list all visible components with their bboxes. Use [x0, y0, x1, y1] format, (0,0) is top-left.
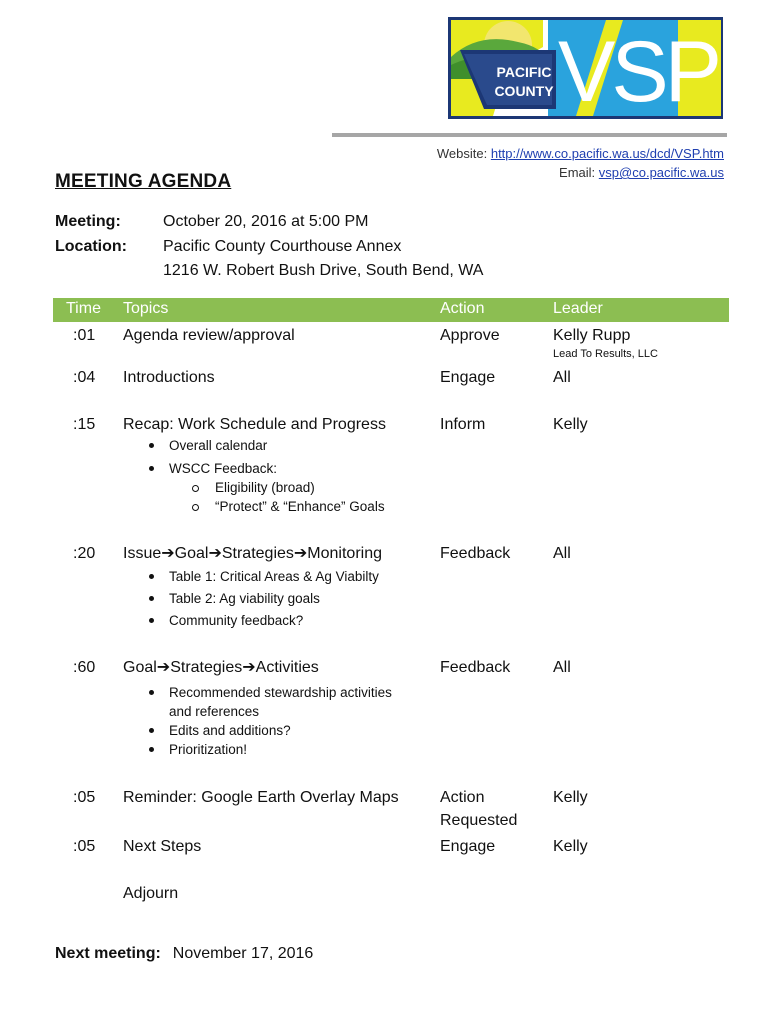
row-leader: All [553, 659, 571, 676]
bullet-item: Table 1: Critical Areas & Ag Viabilty [147, 567, 447, 586]
row-time: :20 [73, 545, 96, 562]
row-time: :01 [73, 327, 96, 344]
location-label: Location: [55, 238, 127, 255]
header-topics: Topics [123, 300, 169, 317]
website-line [437, 144, 724, 163]
row-topic: Reminder: Google Earth Overlay Maps [123, 789, 399, 806]
email-label: Email: [559, 165, 596, 180]
row-topic: Adjourn [123, 885, 179, 902]
bullet-item: Recommended stewardship activities and references [147, 683, 417, 721]
row-topic: Next Steps [123, 838, 202, 855]
sub-bullet-item: Eligibility (broad) [147, 478, 447, 497]
row-time: :05 [73, 838, 96, 855]
bullet-list [147, 436, 447, 516]
bullet-item: Edits and additions? [147, 721, 417, 740]
row-leader: Kelly [553, 838, 588, 855]
row-action: Engage [440, 838, 496, 855]
email-link[interactable]: vsp@co.pacific.wa.us [598, 165, 724, 180]
row-topic: Introductions [123, 369, 215, 386]
bullet-item: Overall calendar [147, 436, 447, 455]
logo-line2: COUNTY [494, 83, 554, 99]
row-leader: Kelly [553, 789, 588, 806]
meeting-value: October 20, 2016 at 5:00 PM [163, 213, 369, 230]
row-topic: Issue➔Goal➔Strategies➔Monitoring [123, 545, 382, 562]
row-time: :60 [73, 659, 96, 676]
meeting-label: Meeting: [55, 213, 121, 230]
row-leader [553, 324, 729, 361]
website-label: Website: [436, 146, 488, 161]
next-meeting [55, 945, 313, 963]
row-topic: Agenda review/approval [123, 327, 295, 344]
row-time: :15 [73, 416, 96, 433]
contact-block [437, 144, 724, 182]
location-line1: Pacific County Courthouse Annex [163, 238, 402, 255]
agenda-header-row [53, 298, 729, 322]
row-leader-name: Kelly Rupp [553, 327, 631, 344]
row-time: :05 [73, 789, 96, 806]
row-time: :04 [73, 369, 96, 386]
row-action-line2: Requested [440, 812, 518, 829]
row-leader: Kelly [553, 416, 588, 433]
row-action: Feedback [440, 659, 511, 676]
bullet-item: Community feedback? [147, 611, 447, 630]
bullet-list [147, 567, 447, 630]
next-meeting-label: Next meeting: [55, 945, 161, 962]
bullet-item: Prioritization! [147, 740, 417, 759]
header-time: Time [66, 300, 101, 317]
row-action-line1: Action [440, 789, 485, 806]
header-divider [332, 133, 727, 137]
row-action: Inform [440, 416, 486, 433]
email-line [437, 163, 724, 182]
logo-mark: VSP [557, 24, 719, 119]
bullet-item: Table 2: Ag viability goals [147, 589, 447, 608]
row-leader-note: Lead To Results, LLC [553, 348, 658, 360]
bullet-item: WSCC Feedback: [147, 459, 447, 478]
page-title: MEETING AGENDA [55, 171, 232, 192]
header-leader: Leader [553, 300, 603, 317]
row-action: Approve [440, 327, 500, 344]
row-leader: All [553, 369, 571, 386]
row-action [440, 786, 550, 832]
row-leader: All [553, 545, 571, 562]
next-meeting-value: November 17, 2016 [172, 945, 314, 962]
pacific-county-vsp-logo [448, 17, 723, 119]
location-line2: 1216 W. Robert Bush Drive, South Bend, WA [163, 262, 484, 279]
row-topic: Recap: Work Schedule and Progress [123, 416, 386, 433]
website-link[interactable]: http://www.co.pacific.wa.us/dcd/VSP.htm [490, 146, 724, 161]
bullet-list [147, 683, 417, 759]
row-topic: Goal➔Strategies➔Activities [123, 659, 319, 676]
logo-line1: PACIFIC [496, 64, 552, 80]
row-action: Engage [440, 369, 496, 386]
row-action: Feedback [440, 545, 511, 562]
header-action: Action [440, 300, 485, 317]
sub-bullet-item: “Protect” & “Enhance” Goals [147, 497, 447, 516]
agenda-table [53, 298, 729, 902]
